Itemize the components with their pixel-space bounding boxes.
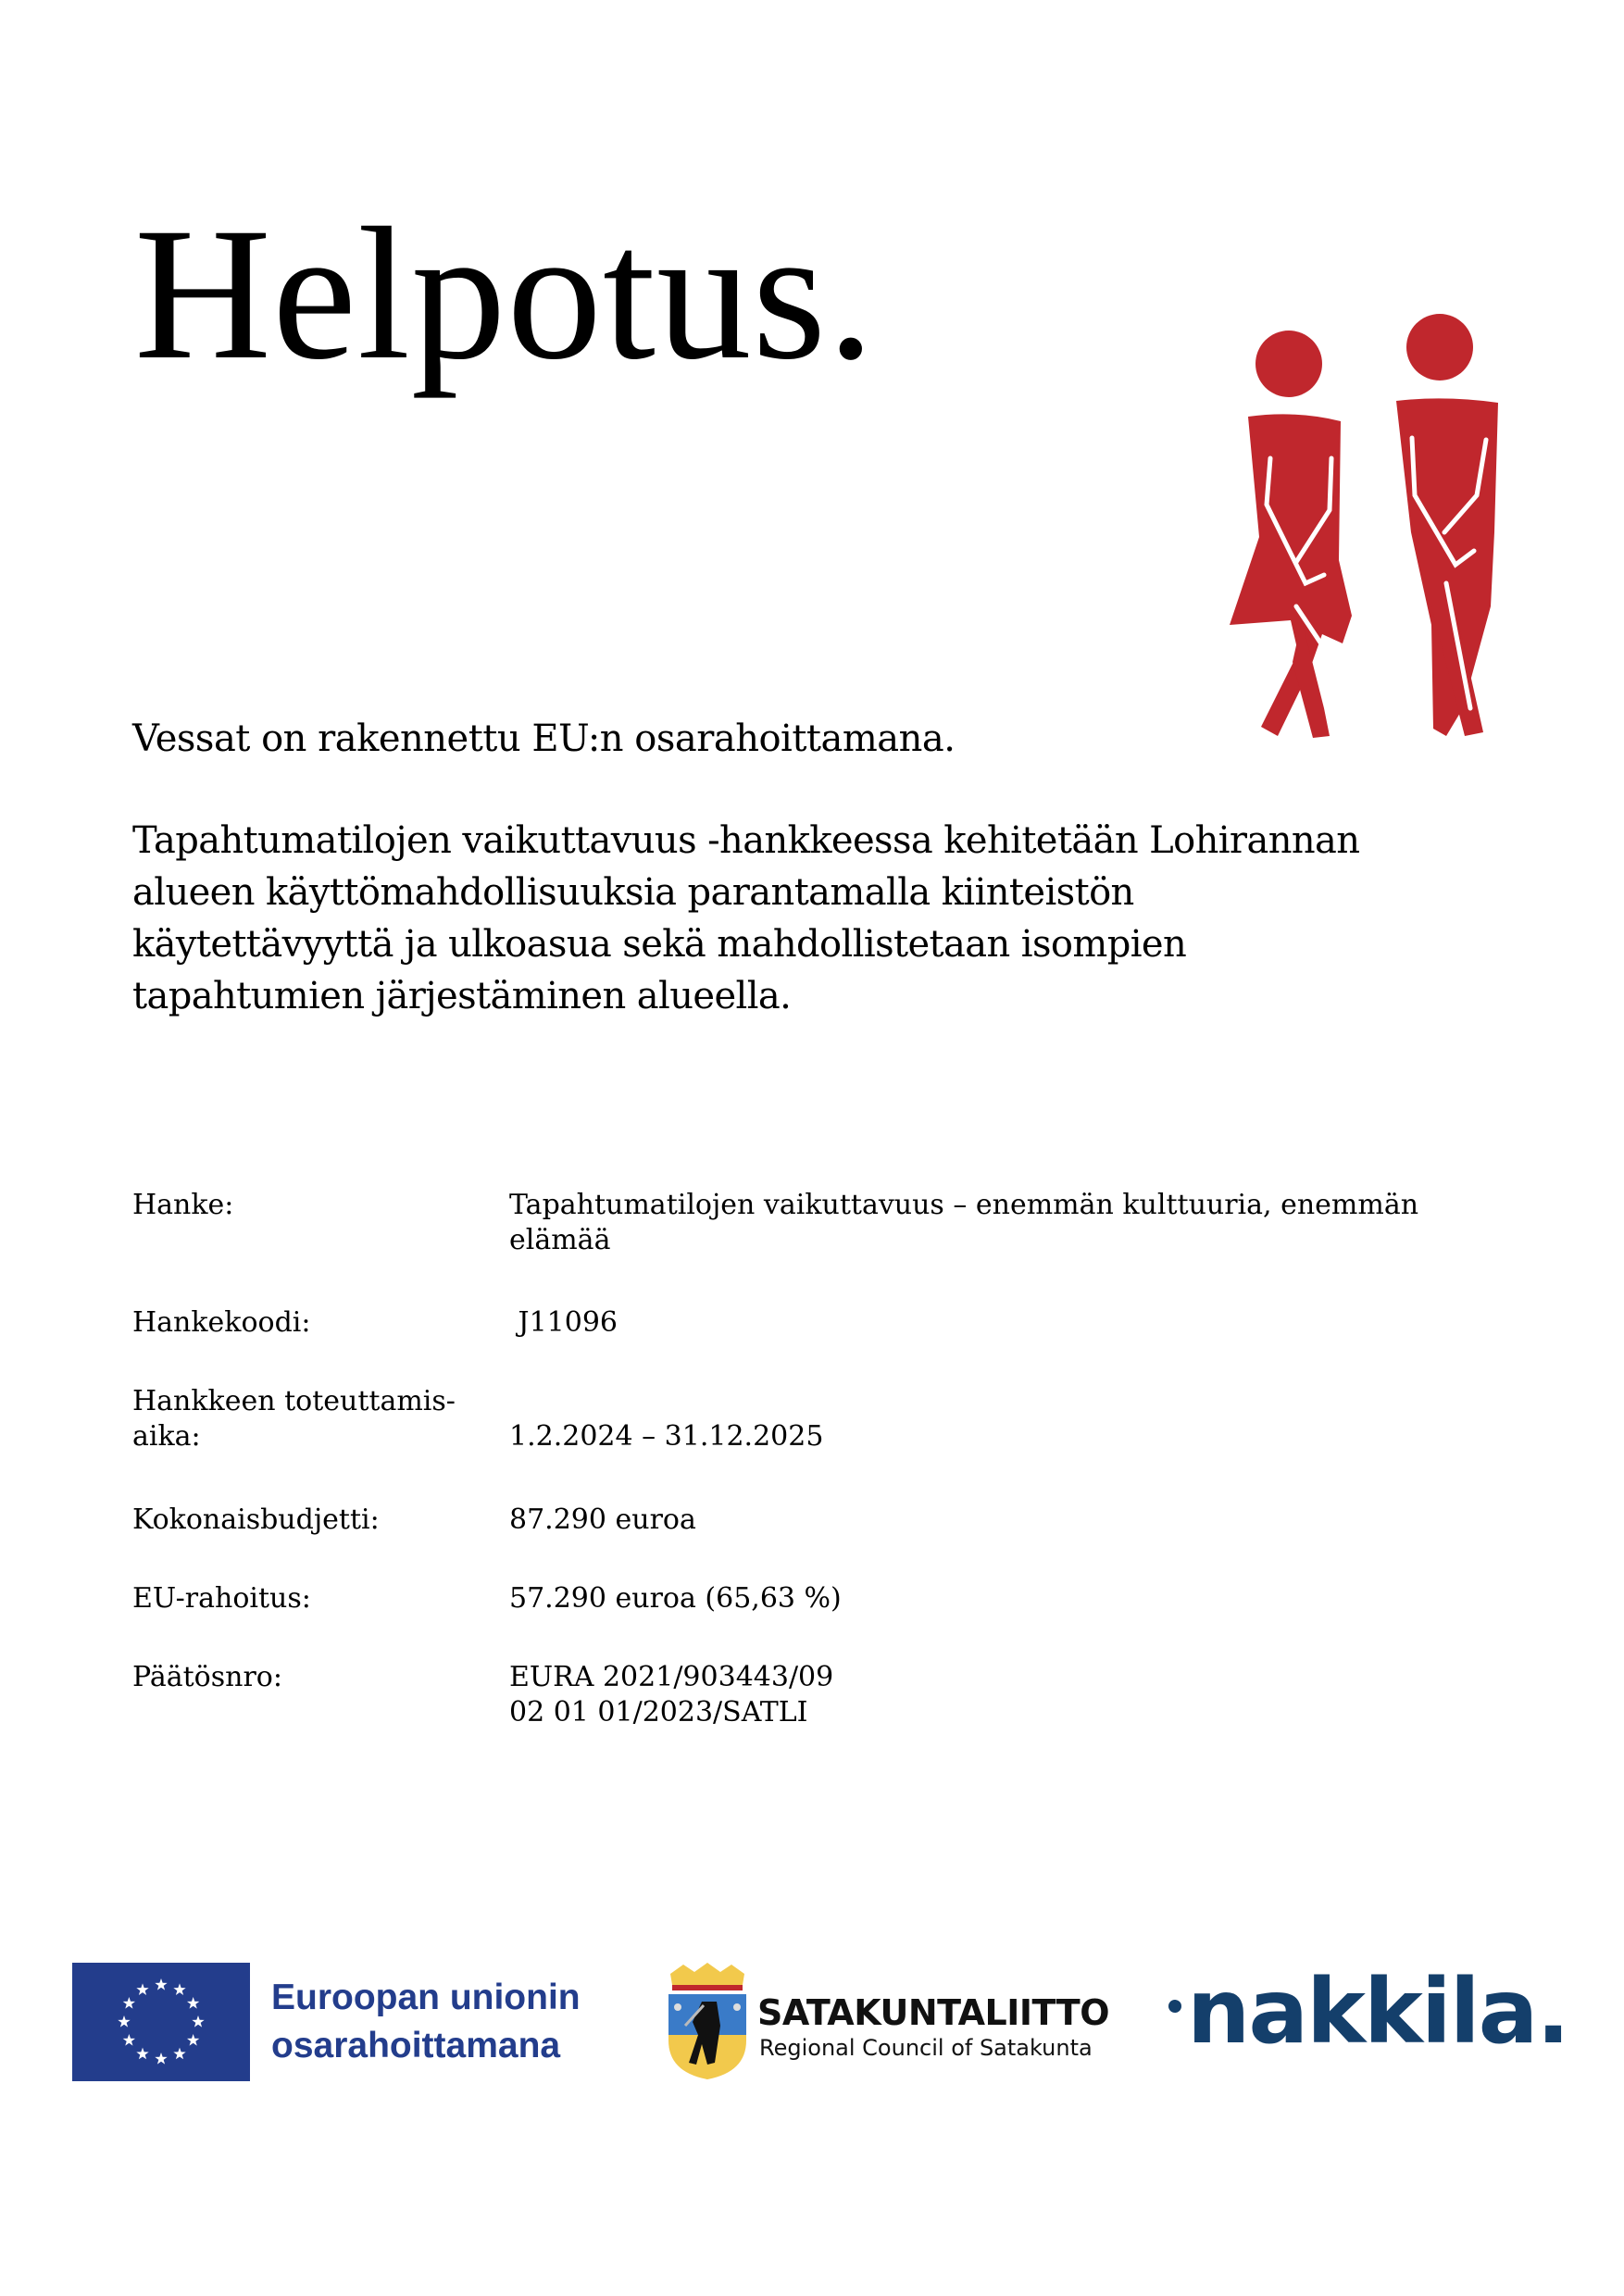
info-label-line: Hankkeen toteuttamis- (132, 1385, 456, 1417)
info-value-line: EURA 2021/903443/09 (509, 1661, 834, 1693)
info-row-toteuttamisaika (132, 1384, 1549, 1503)
info-row-paatosnro (132, 1660, 1549, 1730)
info-value-line: 02 01 01/2023/SATLI (509, 1696, 808, 1728)
satakunta-crest-icon (665, 1961, 750, 2081)
info-label: Hanke: (132, 1189, 234, 1221)
eu-flag-icon (72, 1963, 250, 2081)
info-label-line: aika: (132, 1420, 201, 1453)
info-row-hankekoodi (132, 1305, 1549, 1384)
info-label: Päätösnro: (132, 1661, 282, 1693)
info-value (509, 1660, 1549, 1730)
project-description (132, 815, 1549, 1022)
info-value: 57.290 euroa (65,63 %) (509, 1582, 842, 1615)
eu-text-line: osarahoittamana (271, 2026, 561, 2065)
info-value: J11096 (509, 1306, 618, 1339)
project-info-table (132, 1188, 1549, 1730)
description-line: Tapahtumatilojen vaikuttavuus -hankkeessa kehitetään Lohirannan (132, 819, 1360, 862)
lead-text: Vessat on rakennettu EU:n osarahoittamana. (132, 718, 956, 760)
info-value: 87.290 euroa (509, 1504, 696, 1536)
info-row-eu-rahoitus (132, 1581, 1549, 1660)
eu-funding-text (271, 1974, 581, 2070)
page-title: Helpotus. (134, 189, 876, 399)
info-value-line: Tapahtumatilojen vaikuttavuus – enemmän kulttuuria, enemmän (509, 1189, 1419, 1221)
info-label: Hankekoodi: (132, 1306, 311, 1339)
info-label: Kokonaisbudjetti: (132, 1504, 380, 1536)
description-line: alueen käyttömahdollisuuksia parantamalla kiinteistön (132, 871, 1134, 914)
info-row-kokonaisbudjetti (132, 1503, 1549, 1581)
info-value-line: elämää (509, 1224, 611, 1256)
info-label (132, 1384, 509, 1503)
satakuntaliitto-name: SATAKUNTALIITTO (757, 1992, 1110, 2033)
nakkila-logo (1168, 1961, 1568, 2063)
info-value: 1.2.2024 – 31.12.2025 (509, 1420, 824, 1453)
info-row-hanke (132, 1188, 1549, 1305)
logo-row (0, 1944, 1624, 2111)
info-label: EU-rahoitus: (132, 1582, 311, 1615)
eu-text-line: Euroopan unionin (271, 1978, 581, 2017)
restroom-figures-icon (1213, 301, 1518, 745)
nakkila-dot-icon (1168, 2000, 1181, 2013)
info-value (509, 1188, 1549, 1305)
description-line: käytettävyyttä ja ulkoasua sekä mahdollistetaan isompien (132, 923, 1187, 966)
nakkila-wordmark: nakkila. (1187, 1960, 1568, 2064)
description-line: tapahtumien järjestäminen alueella. (132, 975, 792, 1017)
satakuntaliitto-subtitle: Regional Council of Satakunta (759, 2035, 1093, 2061)
